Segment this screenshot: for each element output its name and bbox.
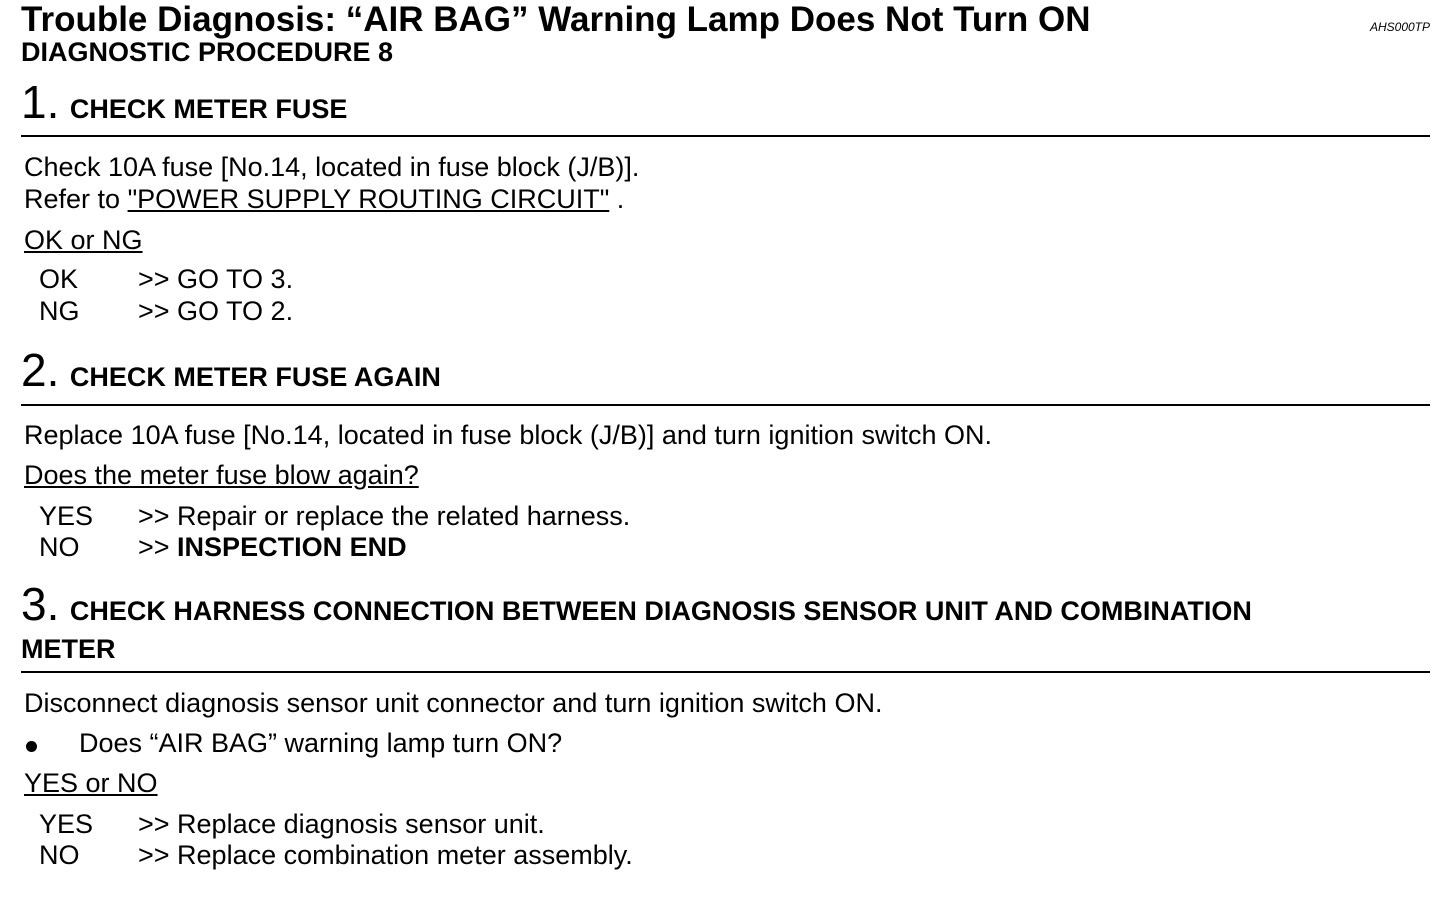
step-3-title: CHECK HARNESS CONNECTION BETWEEN DIAGNOSIS SENSOR UNIT AND COMBINATION xyxy=(69,596,1252,626)
step-1-title: CHECK METER FUSE xyxy=(69,94,348,124)
step-2-question: Does the meter fuse blow again? xyxy=(24,460,419,490)
step-1-option-action: >> GO TO 2. xyxy=(138,296,294,326)
refer-prefix: Refer to xyxy=(24,184,121,214)
step-3-option-label: YES xyxy=(39,809,94,839)
step-2-option-action xyxy=(138,531,407,563)
step-3-question: YES or NO xyxy=(24,768,158,798)
page-title: Trouble Diagnosis: “AIR BAG” Warning Lamp Does Not Turn ON xyxy=(21,0,1091,39)
step-1-divider xyxy=(21,135,1430,137)
step-1-number: 1. xyxy=(21,76,60,128)
step-2-divider xyxy=(21,404,1430,406)
step-1-option-label: NG xyxy=(39,296,80,326)
step-2-heading xyxy=(21,344,441,396)
step-1-reference xyxy=(24,183,624,215)
step-2-instruction: Replace 10A fuse [No.14, located in fuse block (J/B)] and turn ignition switch ON. xyxy=(24,420,993,450)
refer-suffix: . xyxy=(616,184,625,214)
inspection-end-label: INSPECTION END xyxy=(177,532,407,562)
step-2-number: 2. xyxy=(21,344,60,396)
step-3-option-action: >> Replace diagnosis sensor unit. xyxy=(138,809,545,839)
step-2-option-action: >> Repair or replace the related harness. xyxy=(138,501,631,531)
step-1-question: OK or NG xyxy=(24,225,143,255)
step-3-option-action: >> Replace combination meter assembly. xyxy=(138,840,633,870)
step-3-instruction: Disconnect diagnosis sensor unit connector and turn ignition switch ON. xyxy=(24,688,883,718)
page-subtitle: DIAGNOSTIC PROCEDURE 8 xyxy=(21,37,394,67)
step-3-bullet-text: Does “AIR BAG” warning lamp turn ON? xyxy=(79,728,563,758)
bullet-icon xyxy=(26,741,37,752)
step-3-divider xyxy=(21,671,1430,673)
step-2-option-label: YES xyxy=(39,501,94,531)
step-3-heading xyxy=(21,578,1252,630)
power-supply-routing-link[interactable]: "POWER SUPPLY ROUTING CIRCUIT" xyxy=(127,184,610,214)
step-3-title-continued: METER xyxy=(21,634,116,664)
step-3-option-label: NO xyxy=(39,840,80,870)
step-3-number: 3. xyxy=(21,578,60,630)
step-2-option-label: NO xyxy=(39,532,80,562)
action-prefix: >> xyxy=(138,532,178,562)
step-1-heading xyxy=(21,76,347,128)
document-code: AHS000TP xyxy=(1369,20,1430,34)
step-2-title: CHECK METER FUSE AGAIN xyxy=(69,362,441,392)
step-1-option-label: OK xyxy=(39,264,79,294)
step-1-option-action: >> GO TO 3. xyxy=(138,264,294,294)
step-1-instruction: Check 10A fuse [No.14, located in fuse block (J/B)]. xyxy=(24,152,640,182)
